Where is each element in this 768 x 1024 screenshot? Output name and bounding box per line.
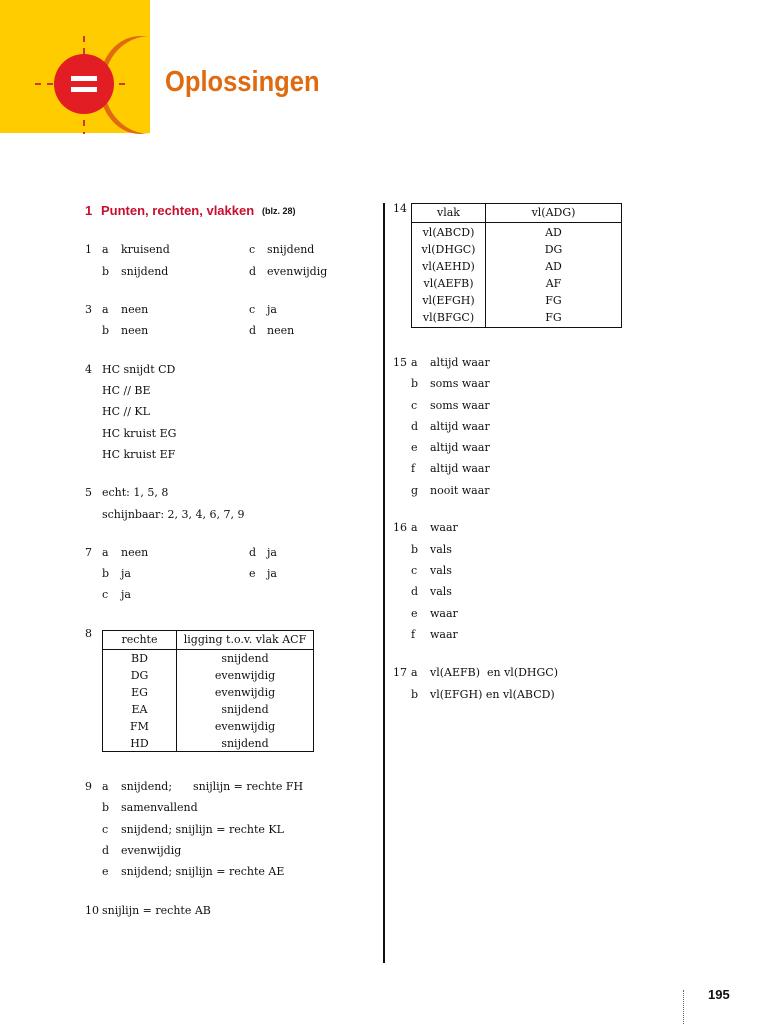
table-cell: BD bbox=[131, 652, 148, 665]
item-letter: b bbox=[102, 801, 110, 814]
section-title: Punten, rechten, vlakken bbox=[101, 203, 255, 218]
table-header: ligging t.o.v. vlak ACF bbox=[183, 633, 307, 646]
item-answer: samenvallend bbox=[121, 801, 198, 814]
item-answer: soms waar bbox=[430, 377, 490, 390]
item-letter: f bbox=[411, 462, 416, 475]
item-answer: vals bbox=[430, 564, 452, 577]
item-answer: neen bbox=[121, 546, 149, 559]
item-answer: ja bbox=[267, 546, 277, 559]
table-cell: FG bbox=[545, 294, 562, 307]
item-letter: d bbox=[249, 546, 257, 559]
table-q14 bbox=[411, 203, 622, 328]
item-letter: a bbox=[411, 356, 418, 369]
item-answer: snijdend; snijlijn = rechte KL bbox=[121, 823, 284, 836]
table-cell: AD bbox=[545, 260, 562, 273]
item-letter: b bbox=[411, 543, 419, 556]
column-divider bbox=[383, 203, 385, 963]
table-cell: vl(ABCD) bbox=[422, 226, 475, 239]
item-answer: nooit waar bbox=[430, 484, 490, 497]
item-answer: ja bbox=[267, 567, 277, 580]
table-cell: DG bbox=[544, 243, 563, 256]
item-answer: kruisend bbox=[121, 243, 170, 256]
item-letter: c bbox=[102, 823, 109, 836]
answer-line: echt: 1, 5, 8 bbox=[102, 486, 169, 499]
item-letter: d bbox=[411, 420, 419, 433]
question-number: 3 bbox=[85, 303, 92, 316]
item-answer: soms waar bbox=[430, 399, 490, 412]
item-letter: c bbox=[411, 564, 418, 577]
item-letter: c bbox=[249, 243, 256, 256]
item-answer: vals bbox=[430, 585, 452, 598]
item-letter: e bbox=[249, 567, 256, 580]
table-cell: AF bbox=[545, 277, 562, 290]
section-number: 1 bbox=[85, 203, 93, 218]
table-cell: FG bbox=[545, 311, 562, 324]
question-number: 1 bbox=[85, 243, 92, 256]
table-cell: EA bbox=[131, 703, 148, 716]
question-number: 9 bbox=[85, 780, 92, 793]
item-answer: snijdend bbox=[267, 243, 315, 256]
table-cell: vl(EFGH) bbox=[422, 294, 475, 307]
item-letter: c bbox=[411, 399, 418, 412]
table-q8 bbox=[102, 630, 314, 752]
question-number: 14 bbox=[393, 202, 407, 215]
item-letter: c bbox=[249, 303, 256, 316]
table-cell: evenwijdig bbox=[214, 669, 276, 682]
table-cell: evenwijdig bbox=[214, 720, 276, 733]
item-letter: d bbox=[249, 265, 257, 278]
item-answer-extra: snijlijn = rechte FH bbox=[193, 780, 304, 793]
item-answer: neen bbox=[267, 324, 295, 337]
table-cell: AD bbox=[545, 226, 562, 239]
table-cell: vl(AEHD) bbox=[422, 260, 475, 273]
item-letter: d bbox=[411, 585, 419, 598]
item-letter: a bbox=[102, 780, 109, 793]
item-letter: b bbox=[102, 265, 110, 278]
item-answer: evenwijdig bbox=[267, 265, 328, 278]
equals-sign-icon bbox=[54, 54, 114, 114]
item-answer: vl(AEFB) en vl(DHGC) bbox=[430, 666, 559, 679]
item-answer: altijd waar bbox=[430, 462, 490, 475]
answer-line: snijlijn = rechte AB bbox=[102, 904, 211, 917]
item-answer: waar bbox=[430, 521, 458, 534]
item-answer: snijdend; snijlijn = rechte AE bbox=[121, 865, 285, 878]
table-header: rechte bbox=[121, 633, 158, 646]
page-number: 195 bbox=[708, 987, 730, 1002]
item-letter: e bbox=[102, 865, 109, 878]
item-letter: e bbox=[411, 441, 418, 454]
table-cell: snijdend bbox=[221, 703, 269, 716]
item-letter: d bbox=[249, 324, 257, 337]
question-number: 4 bbox=[85, 363, 92, 376]
answer-line: schijnbaar: 2, 3, 4, 6, 7, 9 bbox=[102, 508, 245, 521]
page-title: Oplossingen bbox=[165, 66, 320, 98]
table-cell: DG bbox=[130, 669, 149, 682]
table-header: vl(ADG) bbox=[531, 206, 576, 219]
item-letter: a bbox=[102, 546, 109, 559]
item-answer: waar bbox=[430, 607, 458, 620]
item-answer: vals bbox=[430, 543, 452, 556]
answer-line: HC // BE bbox=[102, 384, 151, 397]
item-answer: altijd waar bbox=[430, 441, 490, 454]
item-letter: f bbox=[411, 628, 416, 641]
table-cell: vl(BFGC) bbox=[422, 311, 475, 324]
item-answer: neen bbox=[121, 324, 149, 337]
answer-line: HC kruist EF bbox=[102, 448, 176, 461]
item-answer: ja bbox=[267, 303, 277, 316]
item-letter: e bbox=[411, 607, 418, 620]
question-number: 8 bbox=[85, 627, 92, 640]
table-header: vlak bbox=[437, 206, 460, 219]
item-letter: c bbox=[102, 588, 109, 601]
item-answer: altijd waar bbox=[430, 356, 490, 369]
item-answer: snijdend bbox=[121, 265, 169, 278]
item-letter: b bbox=[411, 688, 419, 701]
item-answer: evenwijdig bbox=[121, 844, 182, 857]
item-letter: b bbox=[102, 567, 110, 580]
table-cell: evenwijdig bbox=[214, 686, 276, 699]
question-number: 16 bbox=[393, 521, 407, 534]
question-number: 15 bbox=[393, 356, 407, 369]
item-answer: altijd waar bbox=[430, 420, 490, 433]
answer-line: HC snijdt CD bbox=[102, 363, 176, 376]
table-cell: snijdend bbox=[221, 737, 269, 750]
item-answer: waar bbox=[430, 628, 458, 641]
item-letter: a bbox=[102, 243, 109, 256]
question-number: 5 bbox=[85, 486, 92, 499]
item-letter: a bbox=[411, 521, 418, 534]
item-letter: g bbox=[411, 484, 419, 497]
question-number: 10 bbox=[85, 904, 99, 917]
item-letter: a bbox=[102, 303, 109, 316]
item-letter: a bbox=[411, 666, 418, 679]
table-cell: EG bbox=[131, 686, 148, 699]
table-cell: FM bbox=[130, 720, 149, 733]
footer-dotted-line bbox=[683, 990, 684, 1024]
item-letter: d bbox=[102, 844, 110, 857]
item-letter: b bbox=[411, 377, 419, 390]
section-page-ref: (blz. 28) bbox=[262, 206, 296, 216]
table-cell: snijdend bbox=[221, 652, 269, 665]
table-cell: vl(DHGC) bbox=[421, 243, 476, 256]
item-answer: neen bbox=[121, 303, 149, 316]
table-cell: HD bbox=[130, 737, 149, 750]
question-number: 7 bbox=[85, 546, 92, 559]
table-cell: vl(AEFB) bbox=[423, 277, 474, 290]
item-answer: vl(EFGH) en vl(ABCD) bbox=[430, 688, 555, 701]
item-answer: ja bbox=[121, 567, 131, 580]
header-logo bbox=[30, 36, 155, 134]
item-answer: ja bbox=[121, 588, 131, 601]
answer-line: HC kruist EG bbox=[102, 427, 177, 440]
item-answer: snijdend; bbox=[121, 780, 173, 793]
question-number: 17 bbox=[393, 666, 407, 679]
answer-line: HC // KL bbox=[102, 405, 150, 418]
item-letter: b bbox=[102, 324, 110, 337]
